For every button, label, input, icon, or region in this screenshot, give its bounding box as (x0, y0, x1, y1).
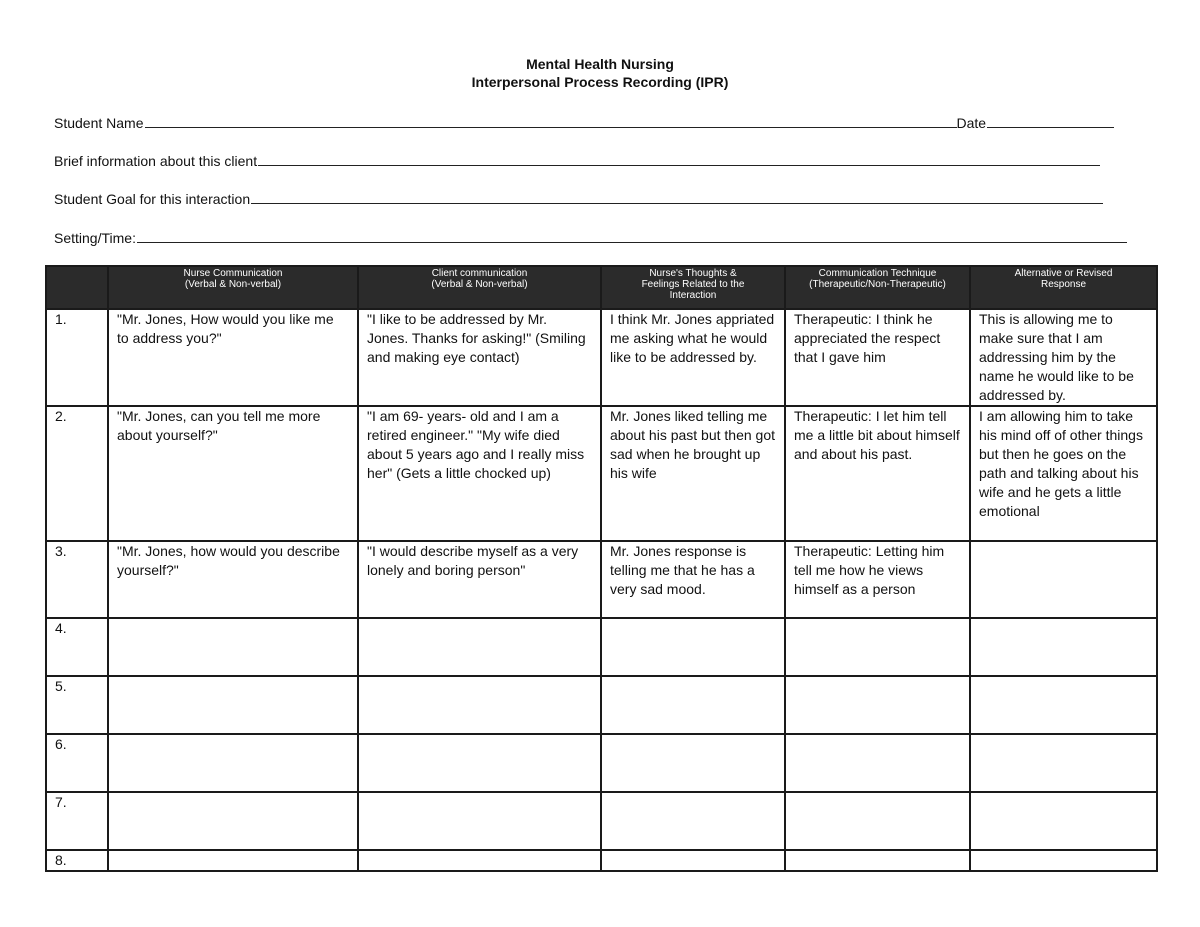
table-row (46, 850, 1157, 871)
technique-cell[interactable] (785, 792, 970, 850)
row-number: 5. (46, 676, 108, 734)
row-number: 6. (46, 734, 108, 792)
client-communication-cell[interactable] (358, 792, 601, 850)
nurse-thoughts-cell[interactable] (601, 734, 785, 792)
row-number: 2. (46, 406, 108, 541)
client-communication-cell[interactable] (358, 676, 601, 734)
row-number: 3. (46, 541, 108, 618)
client-communication-cell[interactable] (358, 850, 601, 871)
student-name-label: Student Name (54, 115, 144, 131)
table-row (46, 676, 1157, 734)
technique-cell[interactable] (785, 676, 970, 734)
table-row (46, 792, 1157, 850)
title-line-2: Interpersonal Process Recording (IPR) (471, 74, 729, 90)
nurse-communication-cell[interactable] (108, 850, 358, 871)
nurse-thoughts-cell[interactable]: I think Mr. Jones appriated me asking what he would like to be addressed by. (601, 309, 785, 406)
setting-time-label: Setting/Time: (54, 230, 136, 246)
student-goal-label: Student Goal for this interaction (54, 191, 251, 207)
alternative-response-cell[interactable] (970, 676, 1157, 734)
brief-info-line[interactable] (258, 153, 1100, 166)
ipr-table (45, 265, 1158, 872)
header-nurse-thoughts: Nurse's Thoughts & Feelings Related to the Interaction (601, 266, 785, 309)
header-number (46, 266, 108, 309)
nurse-thoughts-cell[interactable] (601, 618, 785, 676)
technique-cell[interactable] (785, 850, 970, 871)
nurse-thoughts-cell[interactable] (601, 850, 785, 871)
table-row (46, 406, 1157, 541)
table-header-row (46, 266, 1157, 309)
ipr-table-wrapper (45, 265, 1156, 872)
title-line-1: Mental Health Nursing (526, 56, 674, 72)
nurse-thoughts-cell[interactable]: Mr. Jones response is telling me that he has a very sad mood. (601, 541, 785, 618)
client-communication-cell[interactable]: "I like to be addressed by Mr. Jones. Thanks for asking!" (Smiling and making eye contact) (358, 309, 601, 406)
table-row (46, 309, 1157, 406)
row-number: 7. (46, 792, 108, 850)
student-goal-field (54, 190, 1103, 208)
document-title (0, 55, 1200, 91)
table-row (46, 734, 1157, 792)
client-communication-cell[interactable] (358, 734, 601, 792)
nurse-thoughts-cell[interactable]: Mr. Jones liked telling me about his past but then got sad when he brought up his wife (601, 406, 785, 541)
alternative-response-cell[interactable] (970, 618, 1157, 676)
technique-cell[interactable] (785, 734, 970, 792)
row-number: 4. (46, 618, 108, 676)
table-row (46, 541, 1157, 618)
header-client-communication: Client communication (Verbal & Non-verbal) (358, 266, 601, 309)
row-number: 1. (46, 309, 108, 406)
student-name-field (54, 114, 1114, 132)
setting-time-field (54, 229, 1127, 247)
header-nurse-communication: Nurse Communication (Verbal & Non-verbal) (108, 266, 358, 309)
alternative-response-cell[interactable]: This is allowing me to make sure that I am addressing him by the name he would like to be addressed by. (970, 309, 1157, 406)
row-number: 8. (46, 850, 108, 871)
brief-info-field (54, 152, 1100, 170)
technique-cell[interactable]: Therapeutic: I think he appreciated the respect that I gave him (785, 309, 970, 406)
nurse-communication-cell[interactable] (108, 676, 358, 734)
student-goal-line[interactable] (251, 191, 1103, 204)
technique-cell[interactable]: Therapeutic: I let him tell me a little bit about himself and about his past. (785, 406, 970, 541)
alternative-response-cell[interactable]: I am allowing him to take his mind off of other things but then he goes on the path and talking about his wife and he gets a little emotional (970, 406, 1157, 541)
date-line[interactable] (987, 115, 1114, 128)
nurse-thoughts-cell[interactable] (601, 792, 785, 850)
alternative-response-cell[interactable] (970, 792, 1157, 850)
date-label: Date (956, 115, 987, 131)
client-communication-cell[interactable]: "I am 69- years- old and I am a retired engineer." "My wife died about 5 years ago and I really miss her" (Gets a little chocked up) (358, 406, 601, 541)
nurse-communication-cell[interactable] (108, 792, 358, 850)
nurse-communication-cell[interactable] (108, 734, 358, 792)
alternative-response-cell[interactable] (970, 850, 1157, 871)
nurse-communication-cell[interactable] (108, 618, 358, 676)
technique-cell[interactable] (785, 618, 970, 676)
nurse-communication-cell[interactable]: "Mr. Jones, can you tell me more about yourself?" (108, 406, 358, 541)
nurse-thoughts-cell[interactable] (601, 676, 785, 734)
brief-info-label: Brief information about this client (54, 153, 258, 169)
client-communication-cell[interactable]: "I would describe myself as a very lonely and boring person" (358, 541, 601, 618)
table-row (46, 618, 1157, 676)
student-name-line[interactable] (145, 115, 957, 128)
header-communication-technique: Communication Technique (Therapeutic/Non-Therapeutic) (785, 266, 970, 309)
client-communication-cell[interactable] (358, 618, 601, 676)
header-alternative-response: Alternative or Revised Response (970, 266, 1157, 309)
setting-time-line[interactable] (137, 230, 1127, 243)
alternative-response-cell[interactable] (970, 734, 1157, 792)
nurse-communication-cell[interactable]: "Mr. Jones, How would you like me to address you?" (108, 309, 358, 406)
technique-cell[interactable]: Therapeutic: Letting him tell me how he views himself as a person (785, 541, 970, 618)
alternative-response-cell[interactable] (970, 541, 1157, 618)
nurse-communication-cell[interactable]: "Mr. Jones, how would you describe yourself?" (108, 541, 358, 618)
